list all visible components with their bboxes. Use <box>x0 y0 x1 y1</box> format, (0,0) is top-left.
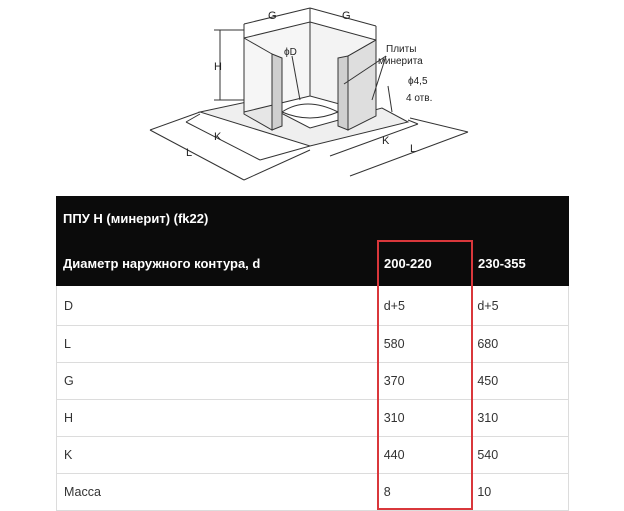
table-title: ППУ Н (минерит) (fk22) <box>56 196 569 241</box>
label-holes-count: 4 отв. <box>406 93 433 104</box>
drawing-svg <box>0 0 624 192</box>
dim-l-left <box>150 130 244 180</box>
row-value-2: 10 <box>477 485 492 499</box>
dim-k-left <box>186 122 260 160</box>
spec-table <box>56 196 569 511</box>
table-row <box>57 286 568 326</box>
row-param: L <box>64 337 71 351</box>
technical-drawing <box>0 0 624 192</box>
plate-right <box>338 56 348 130</box>
plate-left <box>272 54 282 130</box>
header-col-1: 200-220 <box>384 256 432 271</box>
label-k-left: K <box>214 131 222 143</box>
dim-l-right <box>350 132 468 176</box>
header-col-2: 230-355 <box>478 256 526 271</box>
table-row <box>57 363 568 400</box>
table-body <box>56 286 569 511</box>
label-hole-diameter: ϕ4,5 <box>408 76 428 87</box>
row-param: K <box>64 448 73 462</box>
row-value-1: 8 <box>383 485 391 499</box>
hole-arc <box>282 104 338 112</box>
row-value-1: 580 <box>383 337 405 351</box>
label-k-right: K <box>382 135 390 147</box>
header-param: Диаметр наружного контура, d <box>63 256 261 271</box>
dim-g-left <box>244 8 310 24</box>
label-l-left: L <box>186 147 193 159</box>
row-value-1: 310 <box>383 411 405 425</box>
row-value-2: 310 <box>477 411 499 425</box>
row-value-2: 540 <box>477 448 499 462</box>
label-g-left: G <box>268 10 277 22</box>
table-row <box>57 400 568 437</box>
row-param: G <box>64 374 74 388</box>
row-param: H <box>64 411 74 425</box>
table-header <box>56 241 569 286</box>
label-plates-2: минерита <box>378 56 423 67</box>
row-value-2: 680 <box>477 337 499 351</box>
row-param: D <box>64 298 74 313</box>
table-row <box>57 326 568 363</box>
row-value-1: 370 <box>383 374 405 388</box>
label-l-right: L <box>410 143 417 155</box>
row-param: Масса <box>64 485 101 499</box>
row-value-2: d+5 <box>477 298 499 313</box>
hole-arc-lower <box>282 112 338 118</box>
label-diameter: ϕD <box>284 47 297 58</box>
row-value-1: 440 <box>383 448 405 462</box>
label-h: H <box>214 61 222 73</box>
label-g-right: G <box>342 10 351 22</box>
table-row <box>57 474 568 511</box>
label-plates-1: Плиты <box>386 44 417 55</box>
row-value-1: d+5 <box>383 298 405 313</box>
row-value-2: 450 <box>477 374 499 388</box>
table-row <box>57 437 568 474</box>
